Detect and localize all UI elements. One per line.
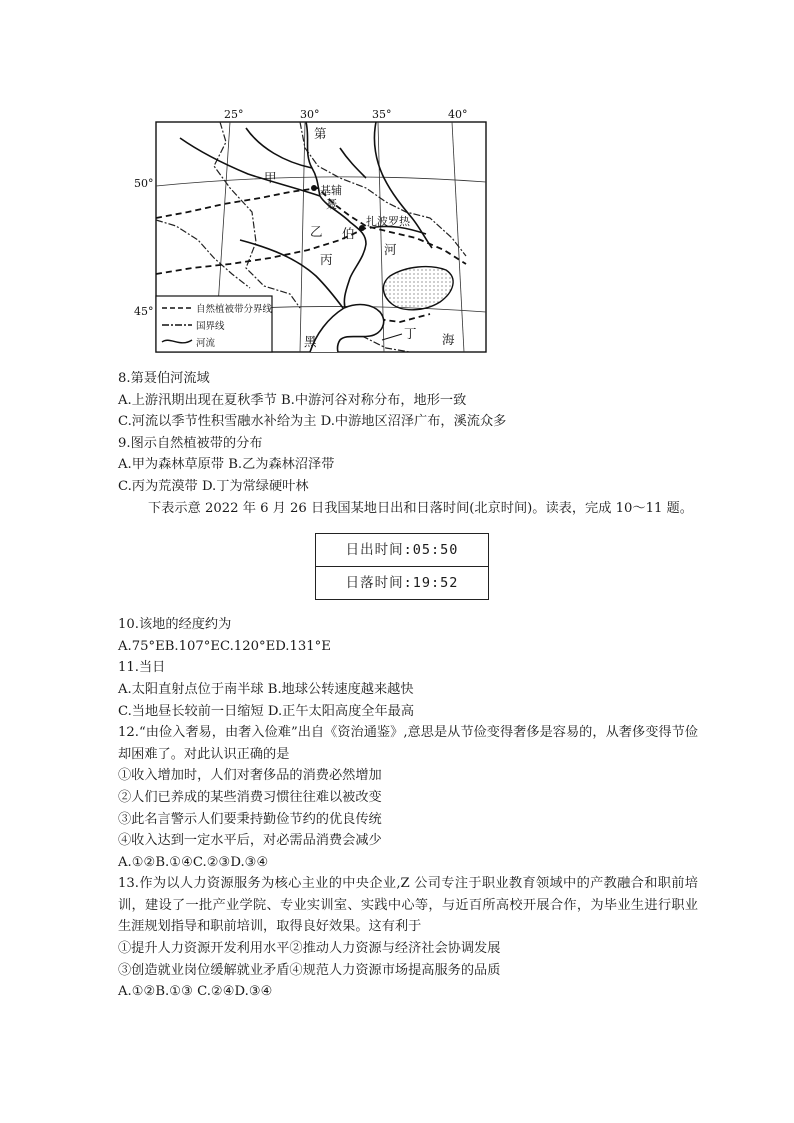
q8-options-ab: A.上游汛期出现在夏秋季节 B.中游河谷对称分布，地形一致 [118,392,467,408]
lat-label-50: 50° [134,177,154,190]
intro-10-11: 下表示意 2022 年 6 月 26 日我国某地日出和日落时间(北京时间)。读表，完成 10～11 题。 [148,500,693,516]
sea-of-azov [383,267,453,310]
label-nie: 聂 [326,198,337,211]
crimea-coast [310,305,384,352]
label-yi: 乙 [310,224,323,239]
q12-stem: 12.“由俭入奢易，由奢入俭难”出自《资治通鉴》,意思是从节俭变得奢侈是容易的，从奢侈变得节俭却困难了。对此认识正确的是 [118,725,698,762]
q12-statement-2: ②人们已养成的某些消费习惯往往难以被改变 [118,789,382,805]
label-bo: 伯 [342,226,355,241]
q12-statement-3: ③此名言警示人们要秉持勤俭节约的优良传统 [118,811,382,827]
q11-options-ab: A.太阳直射点位于南半球 B.地球公转速度越来越快 [118,681,414,697]
q11-stem: 11.当日 [118,660,166,676]
label-jia: 甲 [264,170,277,185]
q13-statements-12: ①提升人力资源开发利用水平②推动人力资源与经济社会协调发展 [118,941,501,957]
label-di: 第 [314,126,327,141]
q12-statement-1: ①收入增加时，人们对奢侈品的消费必然增加 [118,768,382,784]
q9-stem: 9.图示自然植被带的分布 [118,435,263,451]
q12-statement-4: ④收入达到一定水平后，对必需品消费会减少 [118,833,382,849]
q13-options: A.①②B.①③ C.②④D.③④ [118,984,273,1000]
map-figure [134,108,496,358]
q10-options: A.75°EB.107°EC.120°ED.131°E [118,638,331,654]
kiev-dot [311,185,317,191]
lon-label-30: 30° [300,108,320,121]
label-kiev: 基辅 [320,184,342,197]
legend-river: 河流 [196,338,216,349]
q8-stem: 8.第聂伯河流域 [118,371,210,386]
q11-options-cd: C.当地昼长较前一日缩短 D.正午太阳高度全年最高 [118,703,415,719]
q12-options: A.①②B.①④C.②③D.③④ [118,854,269,870]
legend-national-border: 国界线 [196,321,225,332]
map-legend [156,296,273,352]
sunset-cell: 日落时间:19:52 [316,566,488,599]
zaporizhzhia-dot [359,225,365,231]
question-text [118,368,698,1003]
label-bing: 丙 [320,252,333,267]
legend-veg-boundary: 自然植被带分界线 [196,304,273,315]
q8-options-cd: C.河流以季节性积雪融水补给为主 D.中游地区沼泽广布，溪流众多 [118,414,507,430]
label-he: 河 [384,242,397,257]
lon-label-25: 25° [224,108,244,121]
dnieper-map [134,108,496,358]
ding-pointer [382,334,402,340]
label-hei: 黑 [304,334,317,349]
lon-label-40: 40° [448,108,468,121]
sunrise-cell: 日出时间:05:50 [345,542,459,559]
q13-stem: 13.作为以人力资源服务为核心主业的中央企业,Z 公司专注于职业教育领域中的产教融合和职前培训，建设了一批产业学院、专业实训室、实践中心等，与近百所高校开展合作，为毕业生进行职业生涯规划指导和职前培训，取得良好效果。这有利于 [118,876,698,935]
lon-label-35: 35° [372,108,392,121]
label-hai: 海 [442,332,455,347]
q10-stem: 10.该地的经度约为 [118,617,232,633]
sunrise-sunset-table [315,533,489,600]
q9-options-ab: A.甲为森林草原带 B.乙为森林沼泽带 [118,457,335,473]
q9-options-cd: C.丙为荒漠带 D.丁为常绿硬叶林 [118,478,309,494]
lat-label-45: 45° [134,305,154,318]
q13-statements-34: ③创造就业岗位缓解就业矛盾④规范人力资源市场提高服务的品质 [118,962,501,978]
label-ding: 丁 [404,326,417,341]
label-zaporizhzhia: 扎波罗热 [366,215,410,228]
